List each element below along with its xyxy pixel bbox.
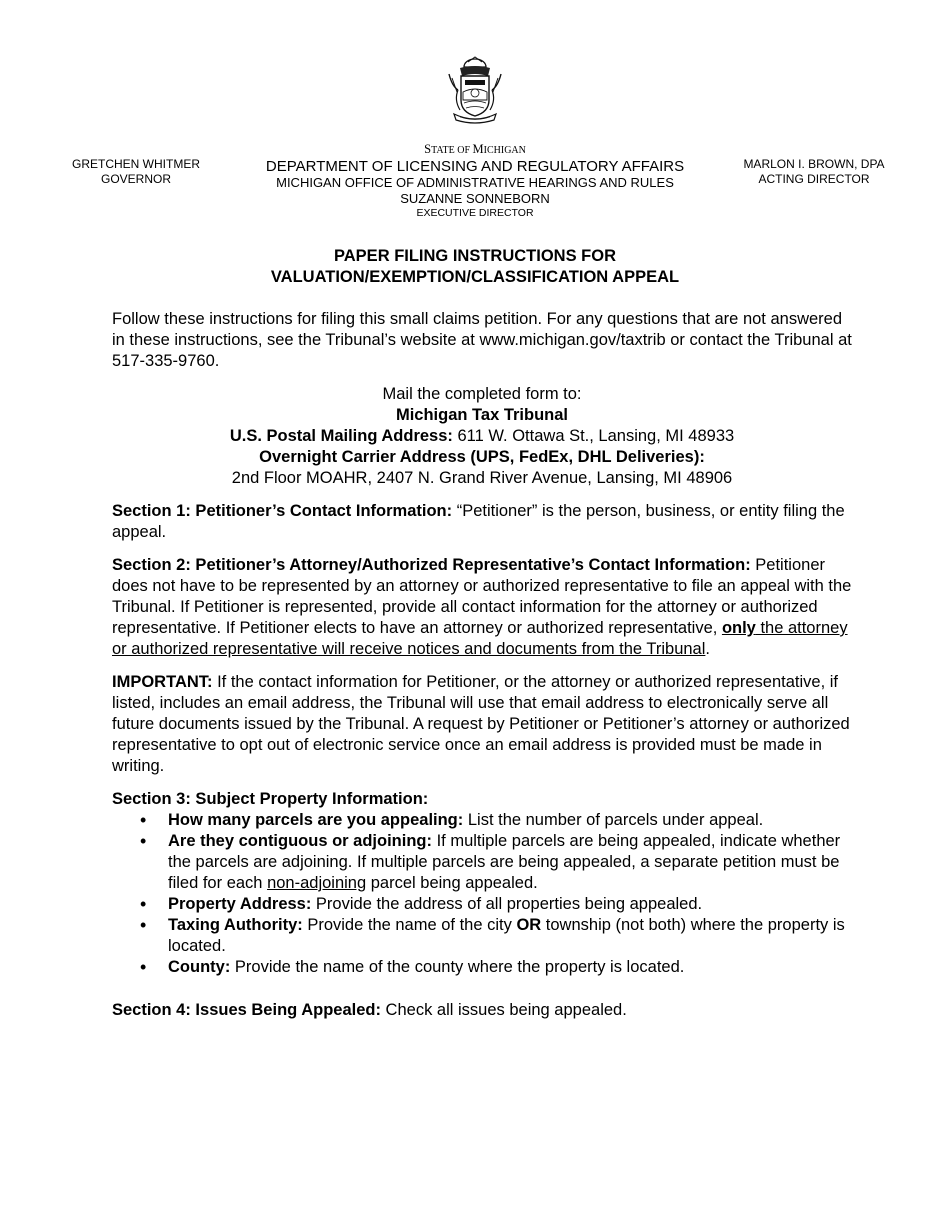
- item-text: Provide the name of the county where the property is located.: [230, 958, 685, 976]
- section-2-only: only: [721, 619, 756, 637]
- governor-name: GRETCHEN WHITMER: [72, 157, 200, 171]
- item-text-end: parcel being appealed.: [366, 874, 538, 892]
- section-1-heading: Section 1: Petitioner’s Contact Information:: [112, 502, 453, 520]
- section-4-text: Check all issues being appealed.: [380, 1001, 627, 1019]
- office-name: MICHIGAN OFFICE OF ADMINISTRATIVE HEARINGS AND RULES: [276, 175, 674, 190]
- director-name: MARLON I. BROWN, DPA: [743, 157, 885, 171]
- item-label: Taxing Authority:: [168, 916, 303, 934]
- mail-line: Mail the completed form to:: [382, 385, 582, 403]
- item-text-end: township (not both) where the property is located.: [168, 916, 845, 955]
- important-label: IMPORTANT:: [112, 673, 213, 691]
- section-2: [112, 555, 852, 660]
- director-title: ACTING DIRECTOR: [758, 172, 870, 186]
- item-underlined: non-adjoining: [267, 874, 367, 892]
- important-text: If the contact information for Petitioner, or the attorney or authorized representative, if listed, includes an email address, the Tribunal will use that email address to electronically serve all future documents issued by the Tribunal. A request by Petitioner or Petitioner’s attorney or authorized representative to opt out of electronic service once an email address is provided must be made in writing.: [112, 673, 850, 775]
- department-block: [240, 158, 710, 220]
- item-label: How many parcels are you appealing:: [168, 811, 464, 829]
- list-item: [168, 894, 852, 915]
- overnight-value: 2nd Floor MOAHR, 2407 N. Grand River Avenue, Lansing, MI 48906: [231, 469, 733, 487]
- section-2-end: .: [705, 640, 710, 658]
- overnight-label: Overnight Carrier Address (UPS, FedEx, DHL Deliveries):: [259, 448, 705, 466]
- postal-label: U.S. Postal Mailing Address:: [229, 427, 453, 445]
- mail-tribunal: Michigan Tax Tribunal: [395, 406, 569, 424]
- intro-paragraph: Follow these instructions for filing this small claims petition. For any questions that are not answered in these instructions, see the Tribunal’s website at www.michigan.gov/taxtrib or contact the Tribunal at 517-335-9760.: [112, 310, 852, 370]
- section-3-list: [112, 810, 852, 978]
- item-text: If multiple parcels are being appealed, indicate whether the parcels are adjoining. If multiple parcels are being appealed, a separate petition must be filed for each: [168, 832, 841, 892]
- list-item: [168, 831, 852, 894]
- item-label: Property Address:: [168, 895, 312, 913]
- important-notice: [112, 672, 852, 777]
- state-title-s: S: [424, 142, 432, 156]
- section-3-heading: Section 3: Subject Property Information:: [112, 790, 429, 808]
- title-line-1: PAPER FILING INSTRUCTIONS FOR: [333, 247, 617, 265]
- state-title-ichigan: ICHIGAN: [483, 145, 526, 156]
- item-or: OR: [516, 916, 542, 934]
- state-title-m: M: [472, 142, 484, 156]
- item-label: County:: [168, 958, 231, 976]
- governor-title: GOVERNOR: [100, 172, 171, 186]
- section-4-heading: Section 4: Issues Being Appealed:: [112, 1001, 381, 1019]
- section-1-text: “Petitioner” is the person, business, or entity filing the appeal.: [112, 502, 845, 541]
- postal-value: 611 W. Ottawa St., Lansing, MI 48933: [452, 427, 735, 445]
- governor-block: [60, 157, 212, 187]
- section-2-heading: Section 2: Petitioner’s Attorney/Authorized Representative’s Contact Information:: [112, 556, 751, 574]
- item-text: Provide the address of all properties being appealed.: [311, 895, 703, 913]
- mail-postal: [112, 426, 852, 447]
- section-2-underlined: the attorney or authorized representative will receive notices and documents from the Tribunal: [112, 619, 848, 658]
- executive-name: SUZANNE SONNEBORN: [400, 191, 550, 206]
- list-item: [168, 915, 852, 957]
- item-text: List the number of parcels under appeal.: [463, 811, 764, 829]
- list-item: [168, 810, 852, 831]
- item-text: Provide the name of the city: [302, 916, 517, 934]
- executive-title: EXECUTIVE DIRECTOR: [416, 207, 534, 219]
- director-block: [735, 157, 893, 187]
- state-title: [0, 142, 950, 157]
- title-line-2: VALUATION/EXEMPTION/CLASSIFICATION APPEAL: [270, 268, 680, 286]
- section-2-text: Petitioner does not have to be represented by an attorney or authorized representative to file an appeal with the Tribunal. If Petitioner is represented, provide all contact information for the attorney or authorized representative. If Petitioner elects to have an attorney or authorized representative,: [112, 556, 852, 637]
- state-title-of: TATE OF: [431, 145, 473, 156]
- document-body: [112, 309, 852, 1033]
- michigan-state-seal: [446, 56, 504, 124]
- list-item: [168, 957, 852, 978]
- section-1: [112, 501, 852, 543]
- item-label: Are they contiguous or adjoining:: [168, 832, 432, 850]
- section-4: [112, 1000, 852, 1021]
- document-title: [0, 246, 950, 288]
- mail-block: [112, 384, 852, 489]
- department-name: DEPARTMENT OF LICENSING AND REGULATORY AFFAIRS: [265, 158, 685, 175]
